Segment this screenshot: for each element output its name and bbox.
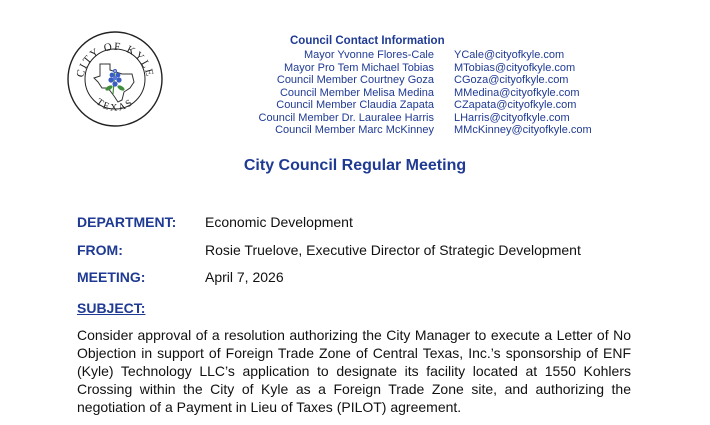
member-email-link[interactable]: MMcKinney@cityofkyle.com: [454, 124, 592, 136]
member-email-link[interactable]: MTobias@cityofkyle.com: [454, 61, 576, 74]
svg-text:TEXAS: TEXAS: [93, 96, 137, 114]
contact-row: [200, 124, 620, 137]
member-name: Council Member Claudia Zapata: [276, 99, 434, 111]
department-label: DEPARTMENT:: [77, 214, 177, 230]
member-email-link[interactable]: LHarris@cityofkyle.com: [454, 111, 570, 124]
contact-row: [200, 49, 620, 62]
bluebonnet-icon: [105, 69, 126, 94]
department-field: [77, 214, 697, 231]
meeting-date: April 7, 2026: [205, 269, 284, 285]
contact-row: [200, 112, 620, 125]
member-name: Council Member Dr. Lauralee Harris: [258, 111, 434, 124]
subject-label: SUBJECT:: [77, 300, 146, 316]
city-seal-icon: [66, 30, 164, 128]
department-value: Economic Development: [205, 214, 353, 230]
meeting-field: [77, 269, 697, 286]
member-name: Council Member Marc McKinney: [275, 124, 434, 136]
city-seal-logo: [66, 30, 164, 128]
member-name: Council Member Melisa Medina: [279, 86, 434, 99]
contact-row: [200, 87, 620, 100]
member-email-link[interactable]: MMedina@cityofkyle.com: [454, 86, 580, 99]
contact-row: [200, 62, 620, 75]
subject-body: Consider approval of a resolution authorizing the City Manager to execute a Letter of No Objection in support of Foreign Trade Zone of Central Texas, Inc.’s sponsorship of ENF (Kyle) Technology LLC’s application to designate its facility located at 1550 Kohlers Crossing within the City of Kyle as a Foreign Trade Zone site, and authorizing the negotiation of a Payment in Lieu of Taxes (PILOT) agreement.: [77, 327, 631, 415]
member-email-link[interactable]: CGoza@cityofkyle.com: [454, 74, 569, 86]
member-name: Council Member Courtney Goza: [276, 74, 434, 86]
member-name: Mayor Pro Tem Michael Tobias: [284, 61, 434, 74]
from-label: FROM:: [77, 242, 123, 258]
svg-text:CITY OF KYLE: CITY OF KYLE: [74, 40, 156, 79]
contact-row: [200, 74, 620, 87]
member-name: Mayor Yvonne Flores-Cale: [303, 49, 434, 61]
from-field: [77, 242, 697, 259]
meeting-label: MEETING:: [77, 269, 146, 285]
contact-title: Council Contact Information: [290, 35, 445, 47]
meeting-title: City Council Regular Meeting: [243, 157, 467, 174]
member-email-link[interactable]: YCale@cityofkyle.com: [454, 49, 565, 61]
contact-row: [200, 99, 620, 112]
from-value: Rosie Truelove, Executive Director of Strategic Development: [205, 242, 581, 258]
member-email-link[interactable]: CZapata@cityofkyle.com: [454, 99, 577, 111]
